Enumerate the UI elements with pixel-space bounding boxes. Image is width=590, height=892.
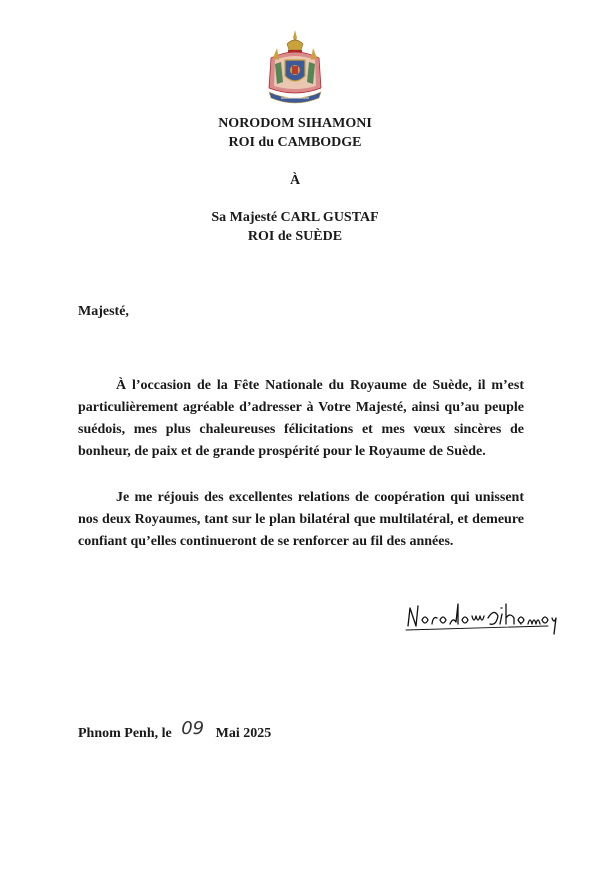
sender-name: NORODOM SIHAMONI	[218, 116, 372, 131]
handwritten-signature	[402, 596, 562, 638]
body-paragraph: Je me réjouis des excellentes relations de coopération qui unissent nos deux Royaumes, tant sur le plan bilatéral que multilatéral, et demeure confiant qu’elles continueront de se renforcer au fil des années.	[78, 490, 524, 549]
recipient-title: ROI de SUÈDE	[247, 229, 343, 244]
recipient-name: Sa Majesté CARL GUSTAF	[211, 210, 379, 225]
place-prefix: Phnom Penh, le	[78, 726, 172, 741]
addressee-marker: À	[289, 173, 301, 188]
salutation: Majesté,	[78, 304, 129, 319]
sender-block	[0, 114, 590, 152]
royal-emblem-icon	[261, 28, 329, 106]
handwritten-day: 09	[181, 718, 205, 739]
recipient-block	[0, 208, 590, 246]
body-paragraph: À l’occasion de la Fête Nationale du Royaume de Suède, il m’est particulièrement agréable d’adresser à Votre Majesté, ainsi qu’au peuple suédois, mes plus chaleureuses félicitations et mes vœux sincères de bonheur, de paix et de grande prospérité pour le Royaume de Suède.	[78, 378, 524, 459]
sender-title: ROI du CAMBODGE	[228, 135, 362, 150]
month-year: Mai 2025	[215, 726, 272, 741]
place-and-date	[78, 718, 272, 743]
